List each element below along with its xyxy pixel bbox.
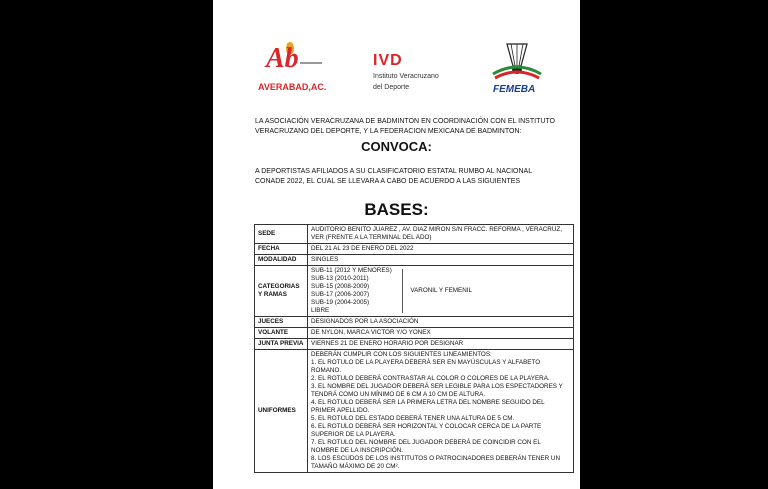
averabad-logo	[258, 44, 328, 96]
uniform-rule: 7. EL ROTULO DEL NOMBRE DEL JUGADOR DEBERÁ DE COINCIDIR CON EL NOMBRE DE LA INSCRIPCIÓN.	[311, 439, 541, 454]
uniform-rule: 3. EL NOMBRE DEL JUGADOR DEBERÁ SER LEGIBLE PARA LOS ESPECTADORES Y TENDRÁ COMO UN MÍNIMO DE 6 CM A 10 CM DE ALTURA.	[311, 383, 563, 398]
category-item: SUB-15 (2008-2009)	[311, 283, 370, 290]
convoca-heading: CONVOCA:	[361, 139, 432, 154]
modalidad-value: SINGLES	[308, 255, 574, 266]
category-item: LIBRE	[311, 307, 330, 314]
table-row	[255, 255, 574, 266]
logo-line	[300, 62, 322, 64]
sede-value: AUDITORIO BENITO JUAREZ , AV. DIAZ MIRON S/N FRACC. REFORMA , VERACRUZ, VER (FRENTE A LA TERMINAL DEL ADO)	[308, 225, 574, 244]
junta-value: VIERNES 21 DE ENERO HORARIO POR DESIGNAR	[308, 339, 574, 350]
bases-heading: BASES:	[364, 200, 429, 219]
uniform-rule: 4. EL ROTULO DEBERÁ SER LA PRIMERA LETRA DEL NOMBRE SEGUIDO DEL PRIMER APELLIDO.	[311, 399, 545, 414]
categorias-label: CATEGORIAS Y RAMAS	[255, 266, 308, 317]
call-paragraph: A DEPORTISTAS AFILIADOS A SU CLASIFICATORIO ESTATAL RUMBO AL NACIONAL CONADE 2022, EL CUAL SE LLEVARA A CABO DE ACUERDO A LAS SIGUIENTES	[255, 168, 532, 185]
table-row	[255, 266, 574, 317]
femeba-logo	[487, 40, 547, 100]
uniform-rule: 1. EL ROTULO DE LA PLAYERA DEBERÁ SER EN MAYÚSCULAS Y ALFABETO ROMANO.	[311, 359, 541, 374]
table-row	[255, 339, 574, 350]
table-row	[255, 225, 574, 244]
volante-label: VOLANTE	[255, 328, 308, 339]
uniform-rule: 5. EL ROTULO DEL ESTADO DEBERÁ TENER UNA ALTURA DE 5 CM.	[311, 415, 515, 422]
ivd-subtitle-2: del Deporte	[373, 84, 410, 91]
table-row	[255, 317, 574, 328]
fecha-value: DEL 21 AL 23 DE ENERO DEL 2022	[308, 244, 574, 255]
table-row	[255, 328, 574, 339]
jueces-value: DESIGNADOS POR LA ASOCIACIÓN	[308, 317, 574, 328]
modalidad-label: MODALIDAD	[255, 255, 308, 266]
category-list	[311, 267, 392, 315]
uniform-rule: 2. EL ROTULO DEBERÁ CONTRASTAR AL COLOR O COLORES DE LA PLAYERA.	[311, 375, 550, 382]
uniformes-cell	[308, 350, 574, 473]
categorias-cell	[308, 266, 574, 317]
uniformes-label: UNIFORMES	[255, 350, 308, 473]
brace-divider	[398, 269, 403, 313]
shuttlecock-icon	[487, 40, 547, 84]
category-item: SUB-11 (2012 Y MENORES)	[311, 267, 392, 274]
junta-label: JUNTA PREVIA	[255, 339, 308, 350]
table-row	[255, 244, 574, 255]
fecha-label: FECHA	[255, 244, 308, 255]
femeba-name: FEMEBA	[493, 84, 536, 95]
category-item: SUB-17 (2006-2007)	[311, 291, 370, 298]
uniformes-intro: DEBERÁN CUMPLIR CON LOS SIGUIENTES LINEAMIENTOS:	[311, 351, 492, 358]
ivd-title: IVD	[373, 52, 403, 69]
jueces-label: JUECES	[255, 317, 308, 328]
ivd-logo	[373, 52, 463, 92]
intro-text: LA ASOCIACIÓN VERACRUZANA DE BADMINTON EN COORDINACIÓN CON EL INSTITUTO VERACRUZANO DEL DEPORTE, Y LA FEDERACION MEXICANA DE BADMINTON:	[255, 118, 555, 135]
averabad-name: AVERABAD,AC.	[258, 82, 327, 92]
averabad-mark: Ab	[266, 43, 299, 74]
document-page	[213, 0, 580, 489]
uniform-rule: 6. EL ROTULO DEBERÁ SER HORIZONTAL Y COLOCAR CERCA DE LA PARTE SUPERIOR DE LA PLAYERA.	[311, 423, 542, 438]
uniform-rule: 8. LOS ESCUDOS DE LOS INSTITUTOS O PATROCINADORES DEBERÁN TENER UN TAMAÑO MÁXIMO DE 20 CM².	[311, 455, 561, 470]
category-item: SUB-19 (2004-2005)	[311, 299, 370, 306]
logo-header	[213, 40, 580, 100]
volante-value: DE NYLON, MARCA VICTOR Y/O YONEX	[308, 328, 574, 339]
table-row	[255, 350, 574, 473]
bases-table	[254, 224, 574, 473]
ramas-value: VARONIL Y FEMENIL	[410, 287, 473, 294]
sede-label: SEDE	[255, 225, 308, 244]
ivd-subtitle-1: Instituto Veracruzano	[373, 73, 439, 80]
category-item: SUB-13 (2010-2011)	[311, 275, 369, 282]
